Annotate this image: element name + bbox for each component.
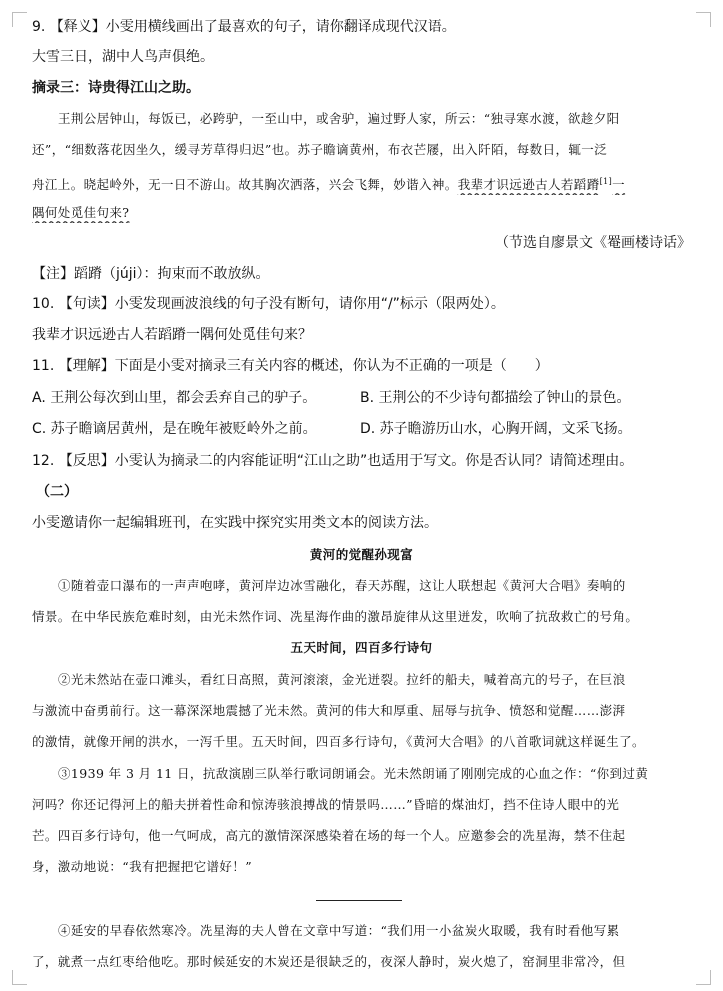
wavy-underlined-sentence: 一 <box>612 177 626 193</box>
question-12: 12. 【反思】小雯认为摘录二的内容能证明“江山之助”也适用于写文。你是否认同？请简述理由。 <box>32 453 634 469</box>
article-line: 与激流中奋勇前行。这一幕深深地震撼了光未然。黄河的伟大和厚重、屈辱与抗争、愤怒和觉醒……澎湃 <box>32 703 626 718</box>
article-line: 河吗？你还记得河上的船夫拼着性命和惊涛骇浪搏战的情景吗……”昏暗的煤油灯，挡不住诗人眼中的光 <box>32 797 620 812</box>
excerpt-3-line <box>32 203 691 223</box>
article-title: 黄河的觉醒孙现富 <box>309 547 414 562</box>
page-corner-mark <box>12 12 27 27</box>
article-line: 身，激动地说：“我有把握把它谱好！” <box>32 859 252 874</box>
wavy-underlined-sentence: 我辈才识远逊古人若蹈蹐 <box>457 177 600 193</box>
question-11: 11. 【理解】下面是小雯对摘录三有关内容的概述，你认为不正确的一项是（ ） <box>32 358 549 374</box>
article-line: 芒。四百多行诗句，他一气呵成，高亢的激情深深感染着在场的每一个人。应邀参会的冼星海，禁不住起 <box>32 828 626 843</box>
page-corner-mark <box>696 12 711 27</box>
footnote-marker: [1] <box>599 177 613 186</box>
excerpt-3-text: 舟江上。晓起岭外，无一日不游山。故其胸次洒落，兴会飞舞，妙谐入神。 <box>32 177 458 193</box>
option-b: B. 王荆公的不少诗句都描绘了钟山的景色。 <box>360 390 631 406</box>
page-corner-mark <box>696 970 711 985</box>
option-c: C. 苏子瞻谪居黄州，是在晚年被贬岭外之前。 <box>32 421 317 437</box>
article-line: ④延安的早春依然寒冷。冼星海的夫人曾在文章中写道：“我们用一小盆炭火取暖，我有时看他写累 <box>58 923 620 938</box>
page-corner-mark <box>12 970 27 985</box>
article-line: ②光未然站在壶口滩头，看红日高照，黄河滚滚，金光迸裂。拉纤的船夫，喊着高亢的号子，在巨浪 <box>58 672 626 687</box>
section-2-intro: 小雯邀请你一起编辑班刊，在实践中探究实用类文本的阅读方法。 <box>32 515 438 531</box>
source-note: （节选自廖景文《罨画楼诗话》 <box>495 235 691 251</box>
excerpt-3-line: 还”，“细数落花因坐久，缓寻芳草得归迟”也。苏子瞻谪黄州，布衣芒屦，出入阡陌，每数日，辄一泛 <box>32 142 608 157</box>
wavy-underlined-sentence: 隅何处觅佳句来? <box>32 205 130 220</box>
article-line: 了，就煮一点红枣给他吃。那时候延安的木炭还是很缺乏的，夜深人静时，炭火熄了，窑洞里非常冷，但 <box>32 954 626 969</box>
article-line: 情景。在中华民族危难时刻，由光未然作词、冼星海作曲的激昂旋律从这里迸发，吹响了抗敌救亡的号角。 <box>32 609 639 624</box>
excerpt-3-line <box>32 172 691 195</box>
excerpt-3-heading: 摘录三：诗贵得江山之助。 <box>32 80 200 96</box>
question-10: 10. 【句读】小雯发现画波浪线的句子没有断句，请你用“/”标示（限两处）。 <box>32 296 505 312</box>
article-line: 的激情，就像开闸的洪水，一泻千里。五天时间，四百多行诗句，《黄河大合唱》的八首歌词就这样诞生了。 <box>32 734 645 749</box>
section-2-heading: （二） <box>36 484 78 500</box>
option-d: D. 苏子瞻游历山水，心胸开阔，文采飞扬。 <box>360 421 632 437</box>
question-9: 9. 【释义】小雯用横线画出了最喜欢的句子，请你翻译成现代汉语。 <box>32 19 456 35</box>
question-10-sentence: 我辈才识远逊古人若蹈蹐一隅何处觅佳句来？ <box>32 327 312 343</box>
article-line: ③1939 年 3 月 11 日，抗敌演剧三队举行歌词朗诵会。光未然朗诵了刚刚完成的心血之作：“你到过黄 <box>58 766 649 781</box>
footnote: 【注】蹈蹐（júji）：拘束而不敢放纵。 <box>32 266 270 282</box>
question-9-sentence: 大雪三日，湖中人鸟声俱绝。 <box>32 49 214 65</box>
answer-blank <box>316 900 402 901</box>
excerpt-3-line: 王荆公居钟山，每饭已，必跨驴，一至山中，或舍驴，遍过野人家，所云：“独寻寒水渡，欲趁夕阳 <box>58 111 620 126</box>
option-a: A. 王荆公每次到山里，都会丢弃自己的驴子。 <box>32 390 317 406</box>
article-subtitle: 五天时间，四百多行诗句 <box>290 640 433 655</box>
article-line: ①随着壶口瀑布的一声声咆哮，黄河岸边冰雪融化，春天苏醒，这让人联想起《黄河大合唱》奏响的 <box>58 578 626 593</box>
